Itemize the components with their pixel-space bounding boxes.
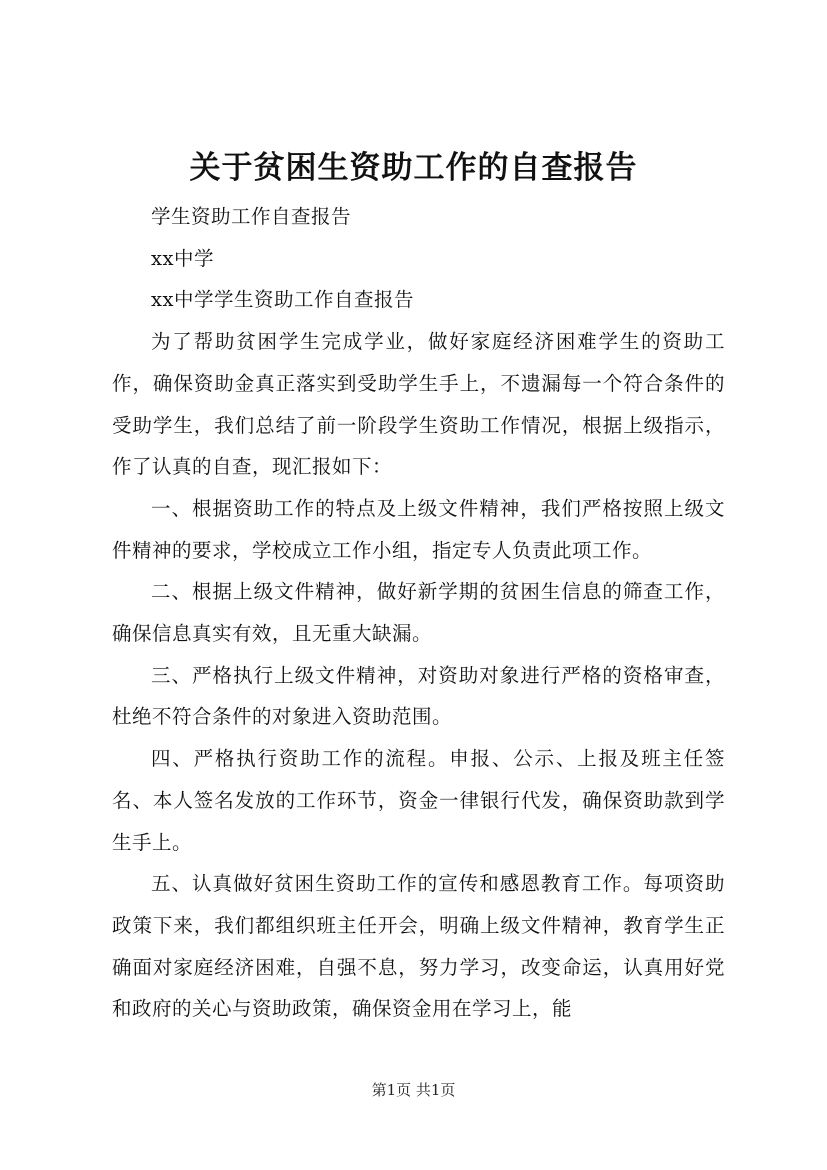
paragraph-report-heading: xx中学学生资助工作自查报告 [151, 288, 414, 312]
paragraph-school: xx中学 [151, 246, 214, 270]
paragraph-intro: 为了帮助贫困学生完成学业，做好家庭经济困难学生的资助工作，确保资助金真正落实到受助学生手上，不遗漏每一个符合条件的受助学生，我们总结了前一阶段学生资助工作情况，根据上级指示，作了认真的自查，现汇报如下： [112, 330, 725, 479]
page-footer [0, 1080, 827, 1100]
paragraph-item-2: 二、根据上级文件精神，做好新学期的贫困生信息的筛查工作，确保信息真实有效，且无重大缺漏。 [112, 580, 725, 646]
document-title: 关于贫困生资助工作的自查报告 [189, 150, 638, 186]
paragraph-item-4: 四、严格执行资助工作的流程。申报、公示、上报及班主任签名、本人签名发放的工作环节，资金一律银行代发，确保资助款到学生手上。 [112, 747, 725, 854]
paragraph-subtitle: 学生资助工作自查报告 [151, 205, 352, 228]
page-number-text: 第1页 共1页 [371, 1081, 456, 1099]
paragraph-item-5: 五、认真做好贫困生资助工作的宣传和感恩教育工作。每项资助政策下来，我们都组织班主任开会，明确上级文件精神，教育学生正确面对家庭经济困难，自强不息，努力学习，改变命运，认真用好党和政府的关心与资助政策，确保资金用在学习上，能 [112, 872, 725, 1021]
paragraph-item-3: 三、严格执行上级文件精神，对资助对象进行严格的资格审查，杜绝不符合条件的对象进入资助范围。 [112, 663, 725, 729]
paragraph-item-1: 一、根据资助工作的特点及上级文件精神，我们严格按照上级文件精神的要求，学校成立工作小组，指定专人负责此项工作。 [112, 496, 725, 562]
document-body [112, 196, 725, 1030]
